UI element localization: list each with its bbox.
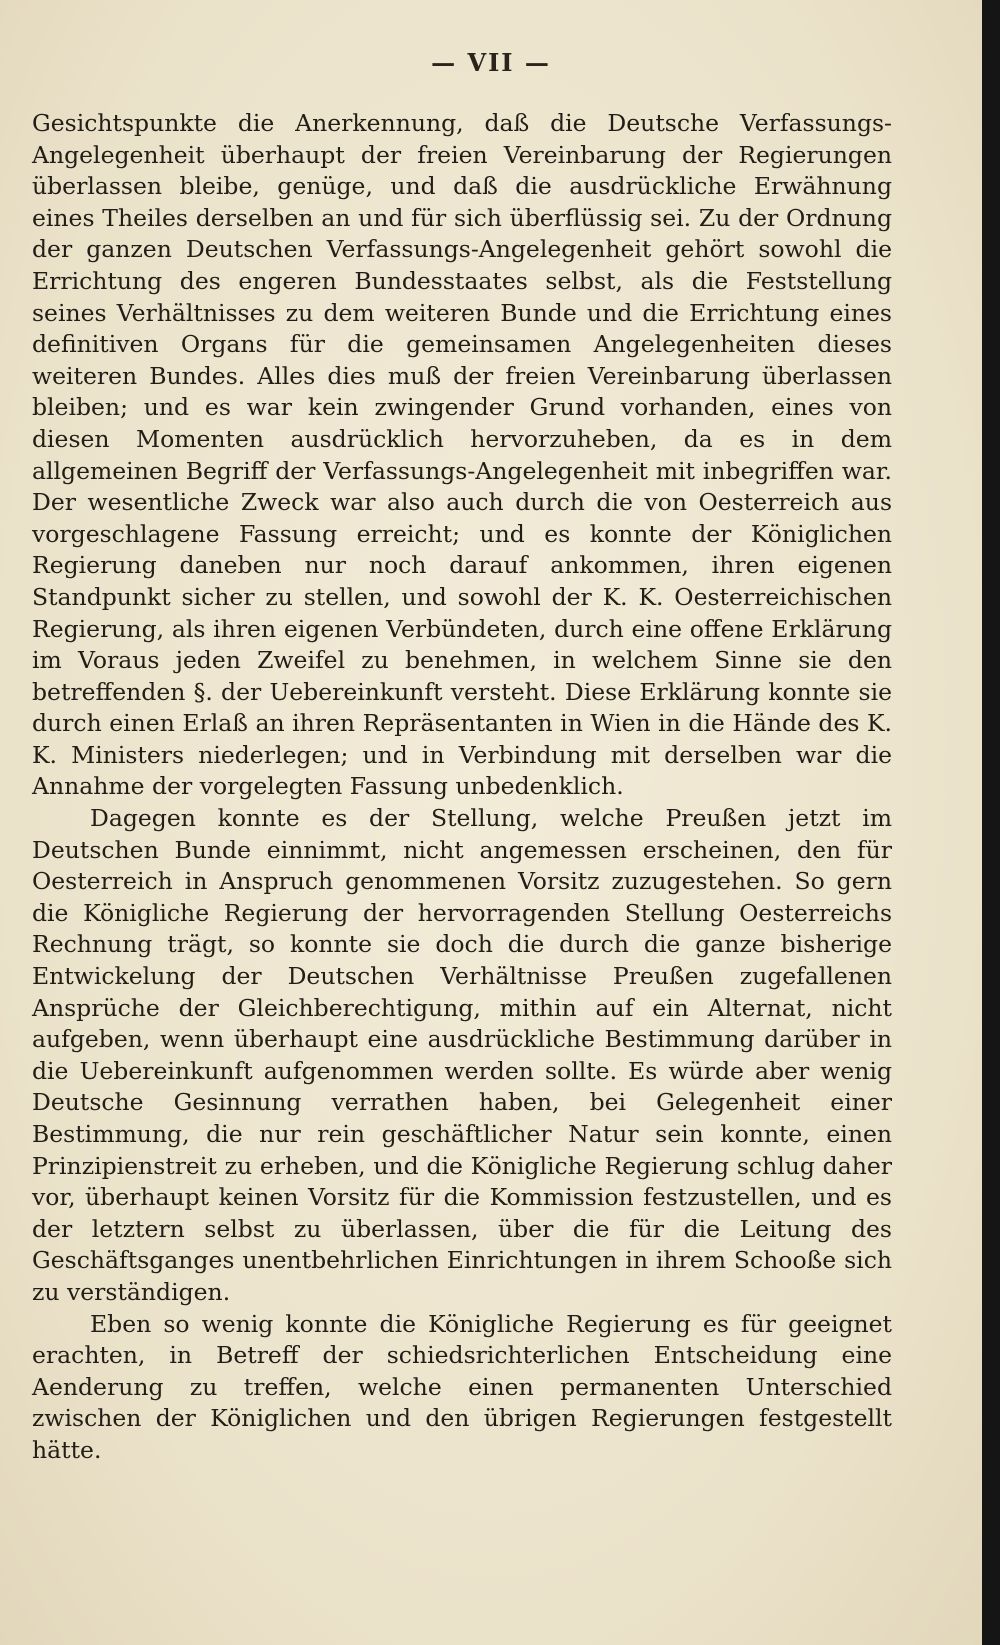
page-body <box>32 108 892 1467</box>
page-number: — VII — <box>431 48 551 77</box>
paragraph-1: Gesichtspunkte die Anerkennung, daß die Deutsche Verfassungs-Angelegenheit überhaupt der freien Vereinbarung der Regierungen überlassen bleibe, genüge, und daß die ausdrückliche Erwähnung eines Theiles derselben an und für sich überflüssig sei. Zu der Ordnung der ganzen Deutschen Verfassungs-Angelegenheit gehört sowohl die Errichtung des engeren Bundesstaates selbst, als die Feststellung seines Verhältnisses zu dem weiteren Bunde und die Errichtung eines definitiven Organs für die gemeinsamen Angelegenheiten dieses weiteren Bundes. Alles dies muß der freien Vereinbarung überlassen bleiben; und es war kein zwingender Grund vorhanden, eines von diesen Momenten ausdrücklich hervorzuheben, da es in dem allgemeinen Begriff der Verfassungs-Angelegenheit mit inbegriffen war. Der wesentliche Zweck war also auch durch die von Oesterreich aus vorgeschlagene Fassung erreicht; und es konnte der Königlichen Regierung daneben nur noch darauf ankommen, ihren eigenen Standpunkt sicher zu stellen, und sowohl der K. K. Oesterreichischen Regierung, als ihren eigenen Verbündeten, durch eine offene Erklärung im Voraus jeden Zweifel zu benehmen, in welchem Sinne sie den betreffenden §. der Uebereinkunft versteht. Diese Erklärung konnte sie durch einen Erlaß an ihren Repräsentanten in Wien in die Hände des K. K. Ministers niederlegen; und in Verbindung mit derselben war die Annahme der vorgelegten Fassung unbedenklich. <box>32 109 892 801</box>
paragraph-2: Dagegen konnte es der Stellung, welche Preußen jetzt im Deutschen Bunde einnimmt, nicht angemessen erscheinen, den für Oesterreich in Anspruch genommenen Vorsitz zuzugestehen. So gern die Königliche Regierung der hervorragenden Stellung Oesterreichs Rechnung trägt, so konnte sie doch die durch die ganze bisherige Entwickelung der Deutschen Verhältnisse Preußen zugefallenen Ansprüche der Gleichberechtigung, mithin auf ein Alternat, nicht aufgeben, wenn überhaupt eine ausdrückliche Bestimmung darüber in die Uebereinkunft aufgenommen werden sollte. Es würde aber wenig Deutsche Gesinnung verrathen haben, bei Gelegenheit einer Bestimmung, die nur rein geschäftlicher Natur sein konnte, einen Prinzipienstreit zu erheben, und die Königliche Regierung schlug daher vor, überhaupt keinen Vorsitz für die Kommission festzustellen, und es der letztern selbst zu überlassen, über die für die Leitung des Geschäftsganges unentbehrlichen Einrichtungen in ihrem Schooße sich zu verständigen. <box>32 804 892 1306</box>
scan-edge <box>982 0 1000 1645</box>
paragraph-3: Eben so wenig konnte die Königliche Regierung es für geeignet erachten, in Betreff der schiedsrichterlichen Entscheidung eine Aenderung zu treffen, welche einen permanenten Unterschied zwischen der Königlichen und den übrigen Regierungen festgestellt hätte. <box>32 1309 892 1464</box>
